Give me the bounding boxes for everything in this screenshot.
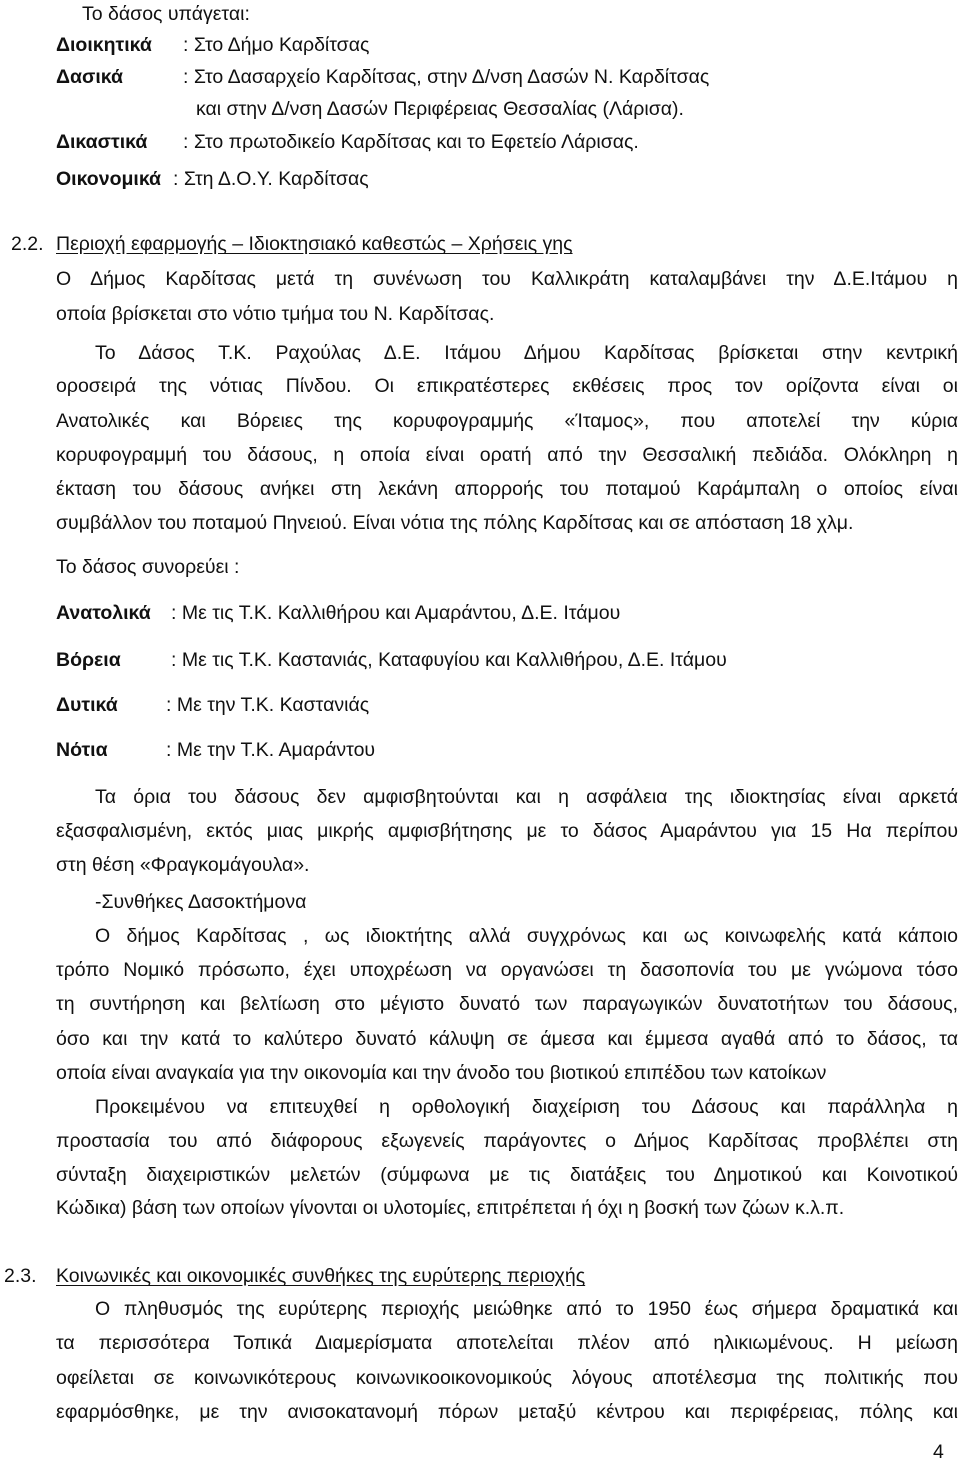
sec23-p1-line3: οφείλεται σε κοινωνικότερους κοινωνικοοικονομικούς λόγους αποτέλεσμα της πολιτικής που <box>56 1367 958 1389</box>
intro-text: Το δάσος υπάγεται: <box>82 3 250 25</box>
sec22-p4-line3: τη συντήρηση και βελτίωση στο μέγιστο δυνατό των παραγωγικών δυνατοτήτων του δάσους, <box>56 993 958 1015</box>
jurisdiction-label-admin: Διοικητικά <box>56 34 152 56</box>
sec22-p1-line1: Ο Δήμος Καρδίτσας μετά τη συνένωση του Καλλικράτη καταλαμβάνει την Δ.Ε.Ιτάμου η <box>56 268 958 290</box>
border-label-south: Νότια <box>56 739 108 761</box>
border-label-west: Δυτικά <box>56 694 118 716</box>
jurisdiction-text-judicial: : Στο πρωτοδικείο Καρδίτσας και το Εφετείο Λάρισας. <box>183 131 639 153</box>
sec23-p1-line4: εφαρμόσθηκε, με την ανισοκατανομή πόρων μεταξύ κέντρου και περιφέρειας, πόλης και <box>56 1401 958 1423</box>
border-label-north: Βόρεια <box>56 649 121 671</box>
jurisdiction-text-forest: : Στο Δασαρχείο Καρδίτσας, στην Δ/νση Δασών Ν. Καρδίτσας <box>183 66 710 88</box>
sec22-p5-line4: Κώδικα) βάση των οποίων γίνονται οι υλοτομίες, επιτρέπεται ή όχι η βοσκή των ζώων κ.λ.π. <box>56 1197 845 1219</box>
jurisdiction-label-forest: Δασικά <box>56 66 123 88</box>
sec22-p2-line2: οροσειρά της νότιας Πίνδου. Οι επικρατέστερες εκθέσεις προς τον ορίζοντα είναι οι <box>56 375 958 397</box>
sec22-p4-line4: όσο και την κατά το καλύτερο δυνατό κάλυψη σε άμεσα και έμμεσα αγαθά από το δάσος, τα <box>56 1028 958 1050</box>
jurisdiction-label-judicial: Δικαστικά <box>56 131 148 153</box>
sec22-p3-line2: εξασφαλισμένη, εκτός μιας μικρής αμφισβήτησης με το δάσος Αμαράντου για 15 Ηα περίπου <box>56 820 958 842</box>
page-number: 4 <box>933 1441 944 1463</box>
sec23-p1-line2: τα περισσότερα Τοπικά Διαμερίσματα αποτελείται πλέον από ηλικιωμένους. Η μείωση <box>56 1332 958 1354</box>
sec22-p2-line4: κορυφογραμμή του δάσους, η οποία είναι ορατή από την Θεσσαλική πεδιάδα. Ολόκληρη η <box>56 444 958 466</box>
sec22-p5-line3: σύνταξη διαχειριστικών μελετών (σύμφωνα με τις διατάξεις του Δημοτικού και Κοινοτικού <box>56 1164 958 1186</box>
border-text-west: : Με την Τ.Κ. Καστανιάς <box>166 694 370 716</box>
sec22-p4-line5: οποία είναι αναγκαία για την οικονομία και την άνοδο του βιοτικού επιπέδου των κατοίκων <box>56 1062 827 1084</box>
jurisdiction-text-forest-cont: και στην Δ/νση Δασών Περιφέρειας Θεσσαλίας (Λάρισα). <box>196 98 684 120</box>
border-text-east: : Με τις Τ.Κ. Καλλιθήρου και Αμαράντου, Δ.Ε. Ιτάμου <box>171 602 621 624</box>
section-2-2-title: Περιοχή εφαρμογής – Ιδιοκτησιακό καθεστώς – Χρήσεις γης <box>56 233 573 255</box>
border-text-north: : Με τις Τ.Κ. Καστανιάς, Καταφυγίου και Καλλιθήρου, Δ.Ε. Ιτάμου <box>171 649 727 671</box>
section-2-3-title: Κοινωνικές και οικονομικές συνθήκες της ευρύτερης περιοχής <box>56 1265 586 1287</box>
jurisdiction-text-financial: : Στη Δ.Ο.Υ. Καρδίτσας <box>173 168 369 190</box>
sec23-p1-line1: Ο πληθυσμός της ευρύτερης περιοχής μειώθηκε από το 1950 έως σήμερα δραματικά και <box>95 1298 958 1320</box>
sec22-p4-line1: Ο δήμος Καρδίτσας , ως ιδιοκτήτης αλλά συγχρόνως και ως κοινωφελής κατά κάποιο <box>95 925 958 947</box>
section-2-2-number: 2.2. <box>11 233 44 255</box>
borders-intro: Το δάσος συνορεύει : <box>56 556 240 578</box>
sub-heading-forest-owner: -Συνθήκες Δασοκτήμονα <box>95 891 307 913</box>
jurisdiction-text-admin: : Στο Δήμο Καρδίτσας <box>183 34 370 56</box>
sec22-p1-line2: οποία βρίσκεται στο νότιο τμήμα του Ν. Καρδίτσας. <box>56 303 495 325</box>
sec22-p4-line2: τρόπο Νομικό πρόσωπο, έχει υποχρέωση να οργανώσει τη δασοπονία του με γνώμονα τόσο <box>56 959 958 981</box>
sec22-p2-line5: έκταση του δάσους ανήκει στη λεκάνη απορροής του ποταμού Καράμπαλη ο οποίος είναι <box>56 478 958 500</box>
sec22-p3-line3: στη θέση «Φραγκομάγουλα». <box>56 854 310 876</box>
section-2-3-number: 2.3. <box>4 1265 37 1287</box>
sec22-p5-line2: προστασία του από διάφορους εξωγενείς παράγοντες ο Δήμος Καρδίτσας προβλέπει στη <box>56 1130 958 1152</box>
sec22-p2-line1: Το Δάσος Τ.Κ. Ραχούλας Δ.Ε. Ιτάμου Δήμου Καρδίτσας βρίσκεται στην κεντρική <box>95 342 958 364</box>
border-label-east: Ανατολικά <box>56 602 151 624</box>
sec22-p5-line1: Προκειμένου να επιτευχθεί η ορθολογική διαχείριση του Δάσους και παράλληλα η <box>95 1096 958 1118</box>
sec22-p3-line1: Τα όρια του δάσους δεν αμφισβητούνται και η ασφάλεια της ιδιοκτησίας είναι αρκετά <box>95 786 958 808</box>
jurisdiction-label-financial: Οικονομικά <box>56 168 162 190</box>
border-text-south: : Με την Τ.Κ. Αμαράντου <box>166 739 376 761</box>
sec22-p2-line3: Ανατολικές και Βόρειες της κορυφογραμμής «Ίταμος», που αποτελεί την κύρια <box>56 410 958 432</box>
sec22-p2-line6: συμβάλλον του ποταμού Πηνειού. Είναι νότια της πόλης Καρδίτσας και σε απόσταση 18 χλμ. <box>56 512 854 534</box>
